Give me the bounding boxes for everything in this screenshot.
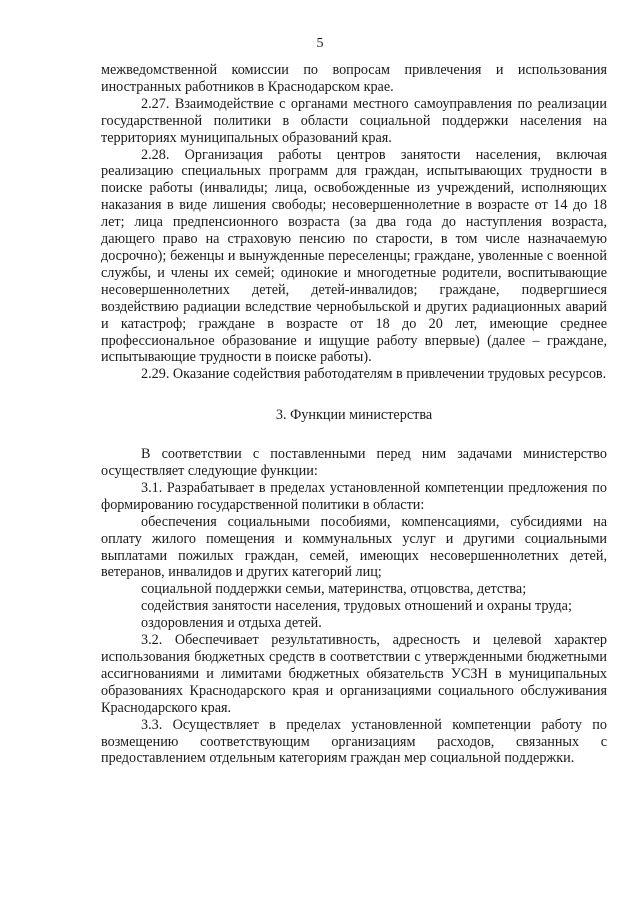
paragraph-3-3: 3.3. Осуществляет в пределах установленной компетенции работу по возмещению соответствующим организациям расходов, связанных с предоставлением отдельным категориям граждан мер социальной поддержки.: [101, 716, 607, 767]
paragraph-continuation: межведомственной комиссии по вопросам привлечения и использования иностранных работников в Краснодарском крае.: [101, 62, 607, 95]
paragraph-intro: В соответствии с поставленными перед ним задачами министерство осуществляет следующие функции:: [101, 446, 607, 480]
paragraph-2-29: 2.29. Оказание содействия работодателям в привлечении трудовых ресурсов.: [141, 366, 607, 383]
document-body: [101, 62, 607, 767]
paragraph-2-28: 2.28. Организация работы центров занятости населения, включая реализацию специальных программ для граждан, испытывающих трудности в поиске работы (инвалиды; лица, освобожденные из учреждений, исполняющих наказания в виде лишения свободы; несовершеннолетние в возрасте от 14 до 18 лет; лица предпенсионного возраста (за два года до наступления возраста, дающего право на страховую пенсию по старости, в том числе назначаемую досрочно); беженцы и вынужденные переселенцы; граждане, уволенные с военной службы, и члены их семей; одинокие и многодетные родители, воспитывающие несовершеннолетних детей, детей-инвалидов; граждане, подвергшиеся воздействию радиации вследствие чернобыльской и других радиационных аварий и катастроф; граждане в возрасте от 18 до 20 лет, имеющие среднее профессиональное образование и ищущие работу впервые) (далее – граждане, испытывающие трудности в поиске работы).: [101, 146, 607, 366]
paragraph-2-27: 2.27. Взаимодействие с органами местного самоуправления по реализации государственной политики в области социальной поддержки населения на территориях муниципальных образований края.: [101, 95, 607, 146]
paragraph-3-2: 3.2. Обеспечивает результативность, адресность и целевой характер использования бюджетных средств в соответствии с утвержденными бюджетными ассигнованиями и лимитами бюджетных обязательств УСЗН в муниципальных образованиях Краснодарского края и организациями социального обслуживания Краснодарского края.: [101, 632, 607, 716]
page-number: 5: [316, 36, 324, 51]
paragraph-3-1-item: содействия занятости населения, трудовых отношений и охраны труда;: [141, 598, 572, 615]
paragraph-3-1-item: оздоровления и отдыха детей.: [141, 615, 322, 632]
section-heading: 3. Функции министерства: [275, 407, 433, 424]
paragraph-3-1-item: обеспечения социальными пособиями, компенсациями, субсидиями на оплату жилого помещения и коммунальных услуг и другими социальными выплатами пожилых граждан, семей, имеющих несовершеннолетних детей, ветеранов, инвалидов и других категорий лиц;: [101, 513, 607, 581]
paragraph-3-1-item: социальной поддержки семьи, материнства, отцовства, детства;: [141, 581, 527, 598]
paragraph-3-1: 3.1. Разрабатывает в пределах установленной компетенции предложения по формированию государственной политики в области:: [101, 479, 607, 513]
